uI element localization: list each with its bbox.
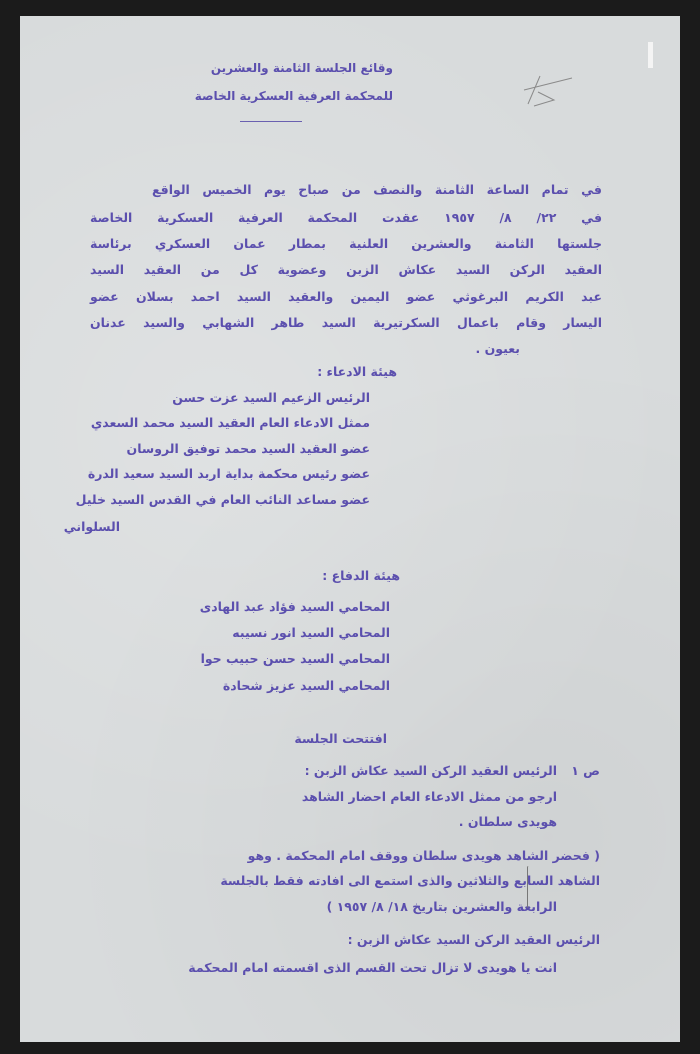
note-line: الرابعة والعشرين بتاريخ ١٨/ ٨/ ١٩٥٧ ): [326, 899, 557, 914]
defense-member: المحامي السيد حسن حبيب حوا: [200, 651, 390, 666]
defense-member: المحامي السيد انور نسيبه: [232, 625, 390, 640]
prosecution-member: عضو رئيس محكمة بداية اربد السيد سعيد الدرة: [87, 466, 370, 481]
handwritten-mark-icon: [520, 70, 580, 110]
intro-line: العقيد الركن السيد عكاش الزبن وعضوية كل من العقيد السيد: [90, 262, 602, 277]
defense-member: المحامي السيد عزيز شحادة: [222, 678, 390, 693]
prosecution-member: عضو مساعد النائب العام في القدس السيد خليل: [75, 492, 370, 507]
prosecution-member: ممثل الادعاء العام العقيد السيد محمد السعدي: [90, 415, 370, 430]
speaker-line: الرئيس العقيد الركن السيد عكاش الزبن :: [304, 763, 557, 778]
prosecution-member: السلواني: [63, 519, 120, 534]
intro-line: جلستها الثامنة والعشرين العلنية بمطار عمان العسكري برئاسة: [90, 236, 602, 251]
speech-line: هويدى سلطان .: [458, 814, 557, 829]
defense-heading: هيئة الدفاع :: [322, 568, 400, 583]
prosecution-member: الرئيس الزعيم السيد عزت حسن: [172, 390, 370, 405]
speaker-line: الرئيس العقيد الركن السيد عكاش الزبن :: [347, 932, 600, 947]
intro-line: بعيون .: [475, 341, 520, 356]
speech-line: ارجو من ممثل الادعاء العام احضار الشاهد: [301, 789, 557, 804]
page-label: ص ١: [571, 763, 600, 778]
pencil-mark: [527, 866, 530, 908]
note-line: ( فحضر الشاهد هويدى سلطان ووقف امام المحكمة . وهو: [247, 848, 600, 863]
speech-line: انت يا هويدى لا تزال تحت القسم الذى اقسمته امام المحكمة: [188, 960, 557, 975]
intro-line: في تمام الساعة الثامنة والنصف من صباح يوم الخميس الواقع: [152, 182, 602, 197]
intro-line: عبد الكريم البرغوثي عضو اليمين والعقيد السيد احمد بسلان عضو: [90, 289, 602, 304]
title-line-1: وقائع الجلسة الثامنة والعشرين: [210, 61, 393, 75]
paper-tab: [648, 42, 653, 68]
session-heading: افتتحت الجلسة: [294, 731, 387, 746]
intro-line: اليسار وقام باعمال السكرتيرية السيد طاهر الشهابي والسيد عدنان: [90, 315, 602, 330]
title-line-2: للمحكمة العرفية العسكرية الخاصة: [194, 89, 393, 103]
prosecution-member: عضو العقيد السيد محمد توفيق الروسان: [126, 441, 370, 456]
prosecution-heading: هيئة الادعاء :: [317, 364, 397, 379]
defense-member: المحامي السيد فؤاد عبد الهادى: [199, 599, 390, 614]
note-line: الشاهد السابع والثلاثين والذى استمع الى افادته فقط بالجلسة: [220, 873, 600, 888]
title-underline: [240, 121, 302, 122]
intro-line: في ٢٢/ ٨/ ١٩٥٧ عقدت المحكمة العرفية العسكرية الخاصة: [90, 210, 602, 225]
